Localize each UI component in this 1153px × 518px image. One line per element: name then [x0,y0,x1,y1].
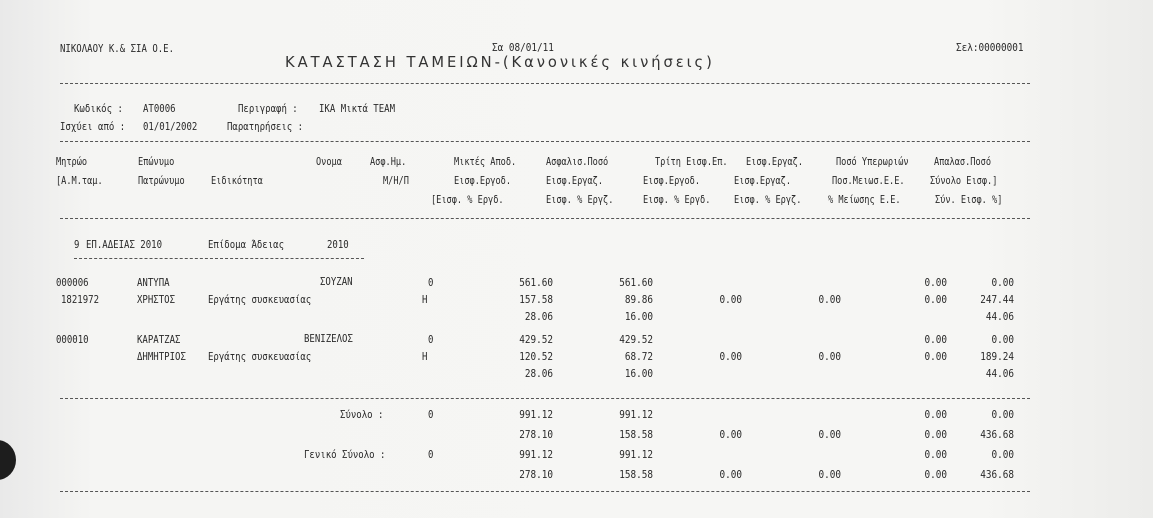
amount-value: 28.06 [524,310,553,323]
divider [60,83,1030,84]
section-code: ΕΠ.ΑΔΕΙΑΣ 2010 [86,238,163,251]
col-am: [Α.Μ.ταμ. [56,175,103,187]
amount-value: 0.00 [991,333,1014,346]
amount-value: 0.00 [924,468,947,481]
amount-value: 16.00 [624,310,653,323]
col-third-employer: Εισφ.Εργοδ. [643,175,701,187]
amount-value: 0.00 [924,333,947,346]
col-employee-pct: Εισφ. % Εργζ. [546,194,614,206]
employee-type: Η [422,293,428,306]
amount-value: 44.06 [985,310,1014,323]
amount-value: 247.44 [980,293,1014,306]
description-value: ΙΚΑ Μικτά ΤΕΑΜ [319,102,396,115]
amount-value: 0.00 [818,468,841,481]
divider [60,491,1030,492]
col-surname: Επώνυμο [138,156,175,168]
col-overtime: Ποσό Υπερωριών [836,156,909,168]
employee-registry: 000006 [56,276,89,289]
col-insured-amount: Ασφαλισ.Ποσό [546,156,609,168]
col-name: Ονομα [316,156,342,168]
report-date: Σα 08/01/11 [492,41,554,54]
report-title: ΚΑΤΑΣΤΑΣΗ ΤΑΜΕΙΩΝ-(Κανονικές κινήσεις) [285,53,715,71]
valid-from-label: Ισχύει από : [60,120,126,133]
section-description: Επίδομα Άδειας [208,238,285,251]
total-days: 0 [428,408,434,421]
col-registry: Μητρώο [56,156,88,168]
amount-value: 991.12 [519,448,553,461]
employee-name: ΣΟΥΖΑΝ [320,275,353,288]
amount-value: 28.06 [524,367,553,380]
divider [60,398,1030,399]
amount-value: 0.00 [924,408,947,421]
code-value: ΑΤ0006 [143,102,176,115]
divider [60,141,1030,142]
amount-value: 0.00 [818,293,841,306]
amount-value: 0.00 [818,350,841,363]
col-fourth: Εισφ.Εργαζ. [746,156,804,168]
employee-specialty: Εργάτης συσκευασίας [208,293,312,306]
employee-type: Η [422,350,428,363]
amount-value: 44.06 [985,367,1014,380]
amount-value: 991.12 [519,408,553,421]
amount-value: 0.00 [924,428,947,441]
employee-father: ΔΗΜΗΤΡΙΟΣ [137,350,186,363]
total-label: Σύνολο : [340,408,384,421]
amount-value: 0.00 [991,276,1014,289]
amount-value: 429.52 [619,333,653,346]
amount-value: 0.00 [924,276,947,289]
employee-surname: ΚΑΡΑΤΖΑΣ [137,333,181,346]
col-employer-pct: [Εισφ. % Εργδ. [431,194,504,206]
col-third-employer-pct: Εισφ. % Εργδ. [643,194,711,206]
col-third-party: Τρίτη Εισφ.Επ. [655,156,728,168]
amount-value: 561.60 [519,276,553,289]
section-number: 9 [74,238,80,251]
amount-value: 436.68 [980,468,1014,481]
grand-total-label: Γενικό Σύνολο : [304,448,386,461]
col-gross: Μικτές Αποδ. [454,156,517,168]
amount-value: 120.52 [519,350,553,363]
page-number: Σελ:00000001 [956,41,1024,54]
section-year: 2010 [327,238,349,251]
amount-value: 0.00 [924,448,947,461]
grand-total-days: 0 [428,448,434,461]
employee-surname: ΑΝΤΥΠΑ [137,276,170,289]
amount-value: 0.00 [924,350,947,363]
employee-father: ΧΡΗΣΤΟΣ [137,293,176,306]
employee-am: 1821972 [61,293,100,306]
company-name: ΝΙΚΟΛΑΟΥ Κ.& ΣΙΑ Ο.Ε. [60,42,175,55]
amount-value: 0.00 [719,468,742,481]
employee-specialty: Εργάτης συσκευασίας [208,350,312,363]
amount-value: 0.00 [991,448,1014,461]
employee-days: 0 [428,276,434,289]
col-fourth-employee: Εισφ.Εργαζ. [734,175,792,187]
amount-value: 68.72 [624,350,653,363]
col-employee-contrib: Εισφ.Εργαζ. [546,175,604,187]
divider [60,218,1030,219]
notes-label: Παρατηρήσεις : [227,120,304,133]
col-insured-days: Ασφ.Ημ. [370,156,407,168]
amount-value: 0.00 [818,428,841,441]
col-exempt: Απαλασ.Ποσό [934,156,992,168]
col-mhp: Μ/Η/Π [383,175,409,187]
amount-value: 0.00 [719,293,742,306]
col-total-contrib-pct: Σύν. Εισφ. %] [935,194,1003,206]
amount-value: 561.60 [619,276,653,289]
valid-from-value: 01/01/2002 [143,120,198,133]
amount-value: 16.00 [624,367,653,380]
amount-value: 189.24 [980,350,1014,363]
employee-days: 0 [428,333,434,346]
amount-value: 278.10 [519,428,553,441]
col-employer-contrib: Εισφ.Εργοδ. [454,175,512,187]
col-total-contrib: Σύνολο Εισφ.] [930,175,998,187]
employee-name: ΒΕΝΙΖΕΛΟΣ [304,332,353,345]
punch-hole [0,440,16,480]
amount-value: 0.00 [719,350,742,363]
col-reduction: Ποσ.Μειωσ.Ε.Ε. [832,175,905,187]
section-underline [74,258,364,259]
amount-value: 429.52 [519,333,553,346]
employee-registry: 000010 [56,333,89,346]
amount-value: 0.00 [924,293,947,306]
col-reduction-pct: % Μείωσης Ε.Ε. [828,194,901,206]
amount-value: 991.12 [619,448,653,461]
amount-value: 89.86 [624,293,653,306]
amount-value: 157.58 [519,293,553,306]
amount-value: 278.10 [519,468,553,481]
col-father: Πατρώνυμο [138,175,185,187]
amount-value: 991.12 [619,408,653,421]
col-fourth-employee-pct: Εισφ. % Εργζ. [734,194,802,206]
amount-value: 158.58 [619,428,653,441]
col-specialty: Ειδικότητα [211,175,263,187]
description-label: Περιγραφή : [238,102,298,115]
amount-value: 0.00 [991,408,1014,421]
amount-value: 436.68 [980,428,1014,441]
amount-value: 158.58 [619,468,653,481]
code-label: Κωδικός : [74,102,123,115]
amount-value: 0.00 [719,428,742,441]
